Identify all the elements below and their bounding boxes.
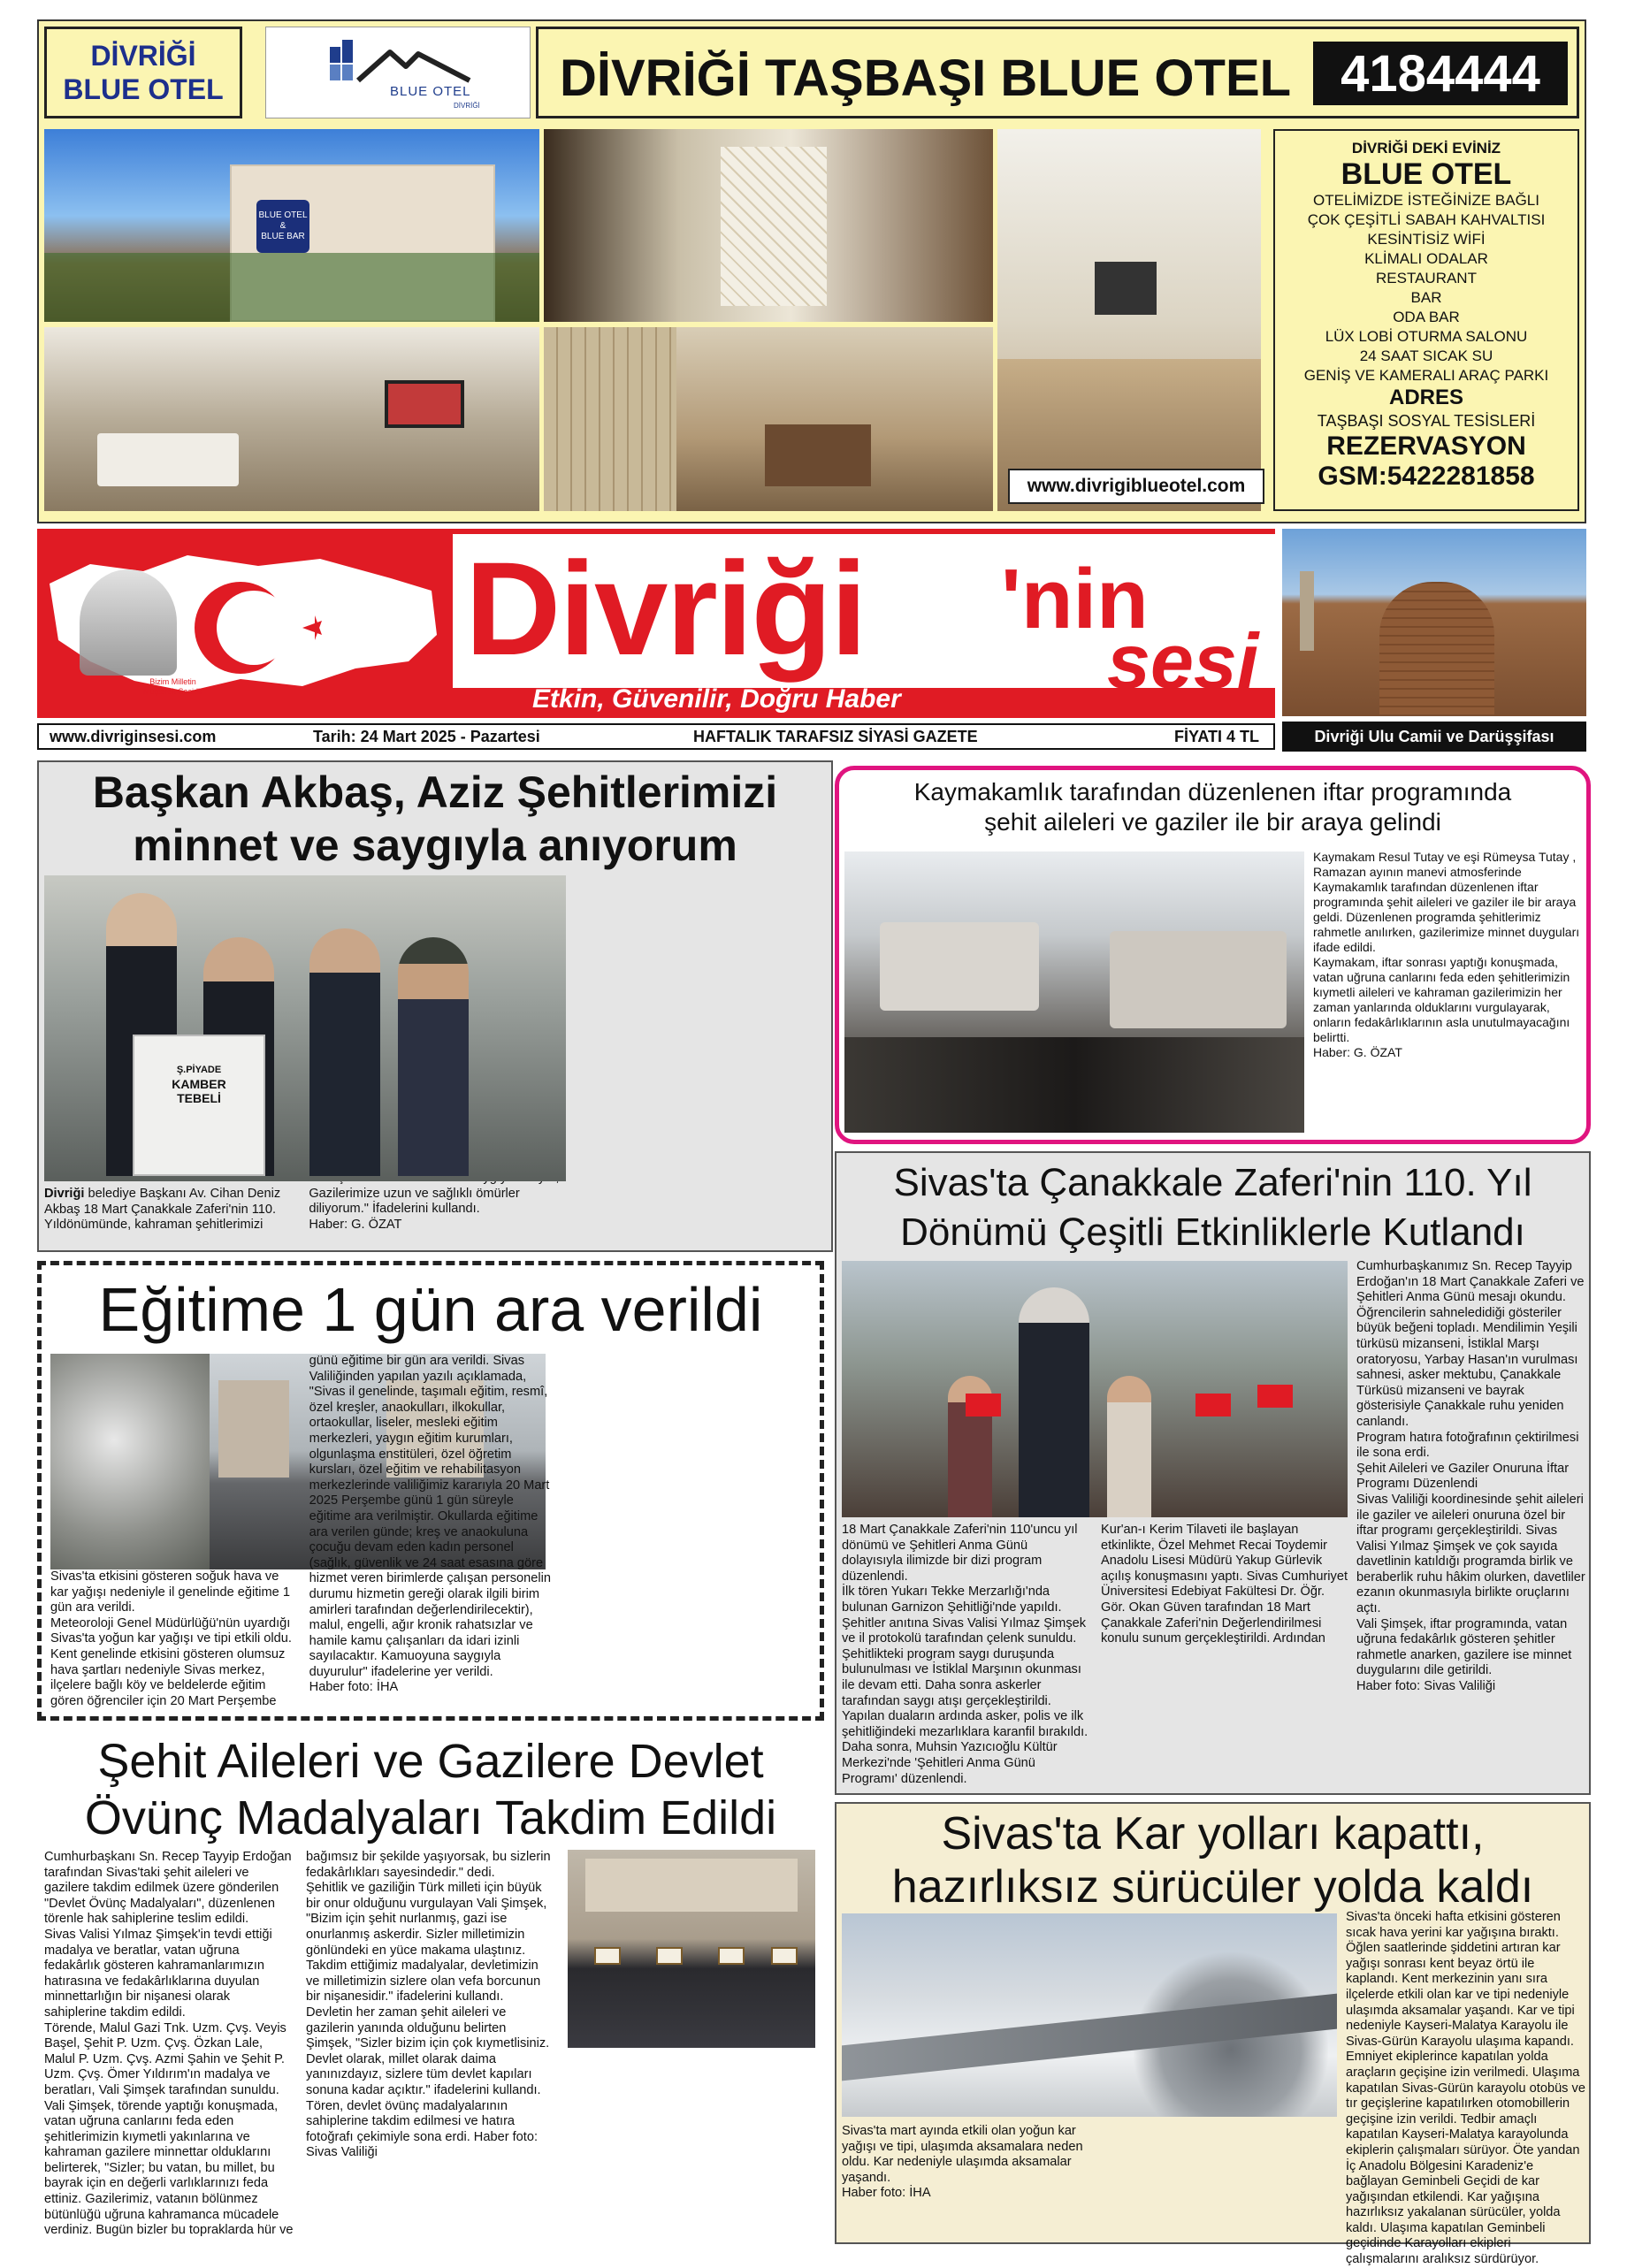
caption-rest: belediye Başkanı Av. Cihan Deniz Akbaş 18 Mart Çanakkale Zaferi'nin 110. Yıldönümünde, kahraman şehitlerimizi — [44, 1187, 281, 1233]
article-canakkale-para: Vali Şimşek, iftar programında, vatan uğruna fedakârlık gösteren şehitler rahmetle anarken, gazilere ise minnet duygularını dile getirildi. — [1356, 1616, 1572, 1678]
article-iftar-body — [1313, 850, 1582, 1060]
info-bar — [37, 723, 1275, 750]
article-canakkale-bottom-para: Daha sonra, Muhsin Yazıcıoğlu Kültür Merkezi'nde 'Şehitleri Anma Günü Programı' düzenlendi. — [842, 1740, 1058, 1786]
article-akbas-body — [44, 875, 826, 1247]
article-kar-headline-line2: hazırlıksız sürücüler yolda kaldı — [891, 1861, 1534, 1913]
hotel-address-label: ADRES — [1388, 386, 1463, 409]
article-madalya-para: Şehitlik ve gaziliğin Türk milleti için büyük bir onur olduğunu vurgulayan Vali Şimşek, "Bizim için şehit nurlanmış, gazi ise onurlanmış askerdir. Sizler milletimizin gönlündeki en yüce makama ulaştınız. Takdim ettiğimiz madalyalar, devletimizin ve milletimizin sizlere olan vefa borcunun bir nişanesidir." ifadelerini kullandı. — [306, 1881, 547, 2005]
ad-badge-line2: BLUE OTEL — [63, 73, 224, 105]
hotel-feature: ÇOK ÇEŞİTLİ SABAH KAHVALTISI — [1307, 211, 1546, 228]
masthead-slogan: Etkin, Güvenilir, Doğru Haber — [532, 684, 901, 714]
ad-title: DİVRİĞİ TAŞBAŞI BLUE OTEL — [560, 50, 1292, 107]
hotel-restaurant-photo — [44, 327, 539, 511]
hotel-info-box — [1273, 129, 1579, 511]
hotel-feature: 24 SAAT SICAK SU — [1359, 347, 1493, 364]
hotel-info-heading: DİVRİĞİ DEKİ EVİNİZ — [1351, 140, 1501, 157]
article-akbas-photo — [44, 875, 566, 1181]
hotel-info-name: BLUE OTEL — [1341, 157, 1512, 191]
hotel-feature: GENİŞ VE KAMERALI ARAÇ PARKI — [1303, 367, 1549, 384]
article-canakkale-subhead: Şehit Aileleri ve Gaziler Onuruna İftar Programı Düzenlendi — [1356, 1461, 1570, 1492]
hotel-gsm[interactable]: GSM:5422281858 — [1318, 462, 1535, 491]
article-canakkale-bottom-body — [842, 1523, 1348, 1788]
hotel-website[interactable]: www.divrigiblueotel.com — [1027, 476, 1246, 496]
article-kar-para: Sivas'ta önceki hafta etkisini gösteren sıcak hava yerini kar yağışına bıraktı. Öğlen saatlerinde şiddetini artıran kar yağışı sonrası kent beyaz örtü ile kaplandı. Kent merkezinin yanı sıra ilçelerde etkili olan kar ve tipi nedeniyle ulaşımda aksamalar yaşandı. Kar ve tipi nedeniyle Kayseri-Malatya Karayolu ile Sivas-Gürün Karayolu ulaşıma kapandı. Emniyet ekiplerince kapatılan yolda araçların geçişine izin verilmedi. Ulaşıma kapatılan Sivas-Gürün karayolu otobüs ve tır geçişlerine kapatılırken otomobillerin geçişine izin verildi. Tedbir amaçlı kapatılan Kayseri-Malatya karayolunda ekiplerin çalışmaları sürüyor. Öte yandan İç Anadolu Bölgesini Karadeniz'e bağlayan Geminbeli Geçidi de kar yağışından etkilendi. Kar yağışına hazırlıksız yakalanan sürücüler, yolda kaldı. Ulaşıma kapatılan Geminbeli geçidinde Karayolları ekipleri çalışmalarını aralıksız sürdürüyor. — [1346, 1910, 1585, 2267]
article-kar-headline-line1: Sivas'ta Kar yolları kapattı, — [941, 1808, 1485, 1859]
article-madalya-para: Törende, Malul Gazi Tnk. Uzm. Çvş. Veyis Başel, Şehit P. Uzm. Çvş. Özkan Lale, Malul P. Uzm. Çvş. Azmi Şahin ve Şehit P. Uzm. Çvş. Ömer Yıldırım'ın madalya ve beratları, Vali Şimşek tarafından sunuldu. — [44, 2020, 286, 2097]
ulu-camii-photo — [1282, 529, 1586, 716]
article-canakkale-headline-line1: Sivas'ta Çanakkale Zaferi'nin 110. Yıl — [893, 1161, 1532, 1204]
hotel-sign-line1: BLUE OTEL — [258, 210, 308, 220]
hotel-website-box — [1008, 469, 1264, 504]
masthead-suffix: 'nin — [1001, 552, 1149, 646]
article-madalya-headline — [37, 1733, 824, 1846]
ataturk-portrait-icon — [80, 569, 177, 676]
article-canakkale-side-body — [1356, 1259, 1586, 1695]
article-egitim-photo-spacer — [50, 1354, 297, 1569]
article-akbas-byline: Haber: G. ÖZAT — [309, 1218, 402, 1233]
paper-price: FİYATI 4 TL — [1174, 727, 1260, 745]
grave-text-line1: Ş.PİYADE — [176, 1065, 222, 1075]
article-canakkale-bottom-para: Kur'an-ı Kerim Tilaveti ile başlayan etkinlikte, Özel Mehmet Recai Toydemir Anadolu Lisesi Müdürü Yakup Gürlevik açılış konuşmasını yaptı. Sivas Cumhuriyet Üniversitesi Edebiyat Fakültesi Dr. Öğr. Gör. Okan Güven tarafından 18 Mart Çanakkale Zaferi'nin Değerlendirilmesi konulu sunum gerçekleştirildi. Ardından — [1101, 1523, 1348, 1646]
article-canakkale-bottom-para: 18 Mart Çanakkale Zaferi'nin 110'uncu yıl dönümü ve Şehitleri Anma Günü dolayısıyla ilimizde bir dizi program düzenlendi. — [842, 1523, 1078, 1584]
ulu-camii-caption: Divriği Ulu Camii ve Darüşşifası — [1314, 727, 1554, 745]
article-canakkale-para: Program hatıra fotoğrafının çektirilmesi ile sona erdi. — [1356, 1430, 1579, 1461]
hotel-lobby-photo — [544, 129, 993, 322]
ataturk-caption-line1: Bizim Milletin — [149, 677, 196, 686]
article-canakkale-photo — [842, 1261, 1348, 1517]
ad-phone: 4184444 — [1341, 44, 1540, 103]
ataturk-caption — [143, 677, 202, 697]
article-akbas — [37, 760, 833, 1252]
article-iftar-byline: Haber: G. ÖZAT — [1313, 1045, 1402, 1059]
article-iftar-headline-line1: Kaymakamlık tarafından düzenlenen iftar programında — [913, 778, 1512, 806]
masthead — [37, 529, 1275, 718]
article-akbas-para: Gazilerimize uzun ve sağlıklı ömürler diliyorum." İfadelerini kullandı. — [309, 1186, 520, 1217]
masthead-name: Divriği — [465, 534, 866, 683]
caption-lead: Divriği — [44, 1187, 85, 1201]
article-canakkale-para: Cumhurbaşkanımız Sn. Recep Tayyip Erdoğan'ın 18 Mart Çanakkale Zaferi ve Şehitleri Anma Günü mesajı okundu. — [1356, 1259, 1585, 1305]
article-canakkale-para: Sivas Valiliği koordinesinde şehit aileleri ile gaziler ve aileleri onuruna özel bir iftar programı gerçekleştirildi. Sivas Valisi Yılmaz Şimşek ve çok sayıda davetlinin katıldığı programda birlik ve beraberlik ruhu hâkim olurken, davetliler ezanın okunmasıyla birlikte oruçlarını açtı. — [1356, 1492, 1585, 1616]
hotel-sign-line2: & — [279, 221, 286, 231]
hotel-feature: KESİNTİSİZ WİFİ — [1367, 231, 1486, 248]
article-madalya-para: Devletin her zaman şehit aileleri ve gazilerin yanında olduğunu belirten Şimşek, "Sizler bizim için çok kıymetlisiniz. Devlet olarak, millet olarak daima yanınızdayız, sizlere tüm devlet kapıları sonuna kadar açıktır." ifadelerini kullandı. — [306, 2005, 550, 2097]
hotel-logo-mountain-icon — [266, 27, 531, 119]
article-madalya-para: Vali Şimşek, törende yaptığı konuşmada, vatan uğruna canlarını feda eden şehitlerimizin kıymetli yakınlarına ve kahraman gazilere minnettar olduklarını belirterek, "Sizler; bu vatan, bu millet, bu bayrak için en değerli varlıklarınızı feda ettiniz. Gazilerimiz, vatanın bölünmez bütünlüğü uğruna kahramanca mücadele verdiniz. Bugün bizler bu topraklarda hür ve bağımsız bir şekilde yaşıyorsak, bu sizlerin fedakârlıkları sayesindedir." dedi. — [44, 1850, 551, 2238]
article-iftar-photo — [844, 851, 1304, 1133]
hotel-feature: ODA BAR — [1393, 309, 1460, 325]
article-canakkale-headline-line2: Dönümü Çeşitli Etkinliklerle Kutlandı — [900, 1210, 1525, 1254]
article-canakkale-para: Öğrencilerin sahneledidiği gösteriler büyük beğeni topladı. Mendilimin Yeşili türküsü mizanseni, İstiklal Marşı oratoryosu, Yarbay Hasan'ın vurulması sahnesi, asker mektubu, Çanakkale Türküsü mizanseni ve bayrak gösterisiyle Çanakkale ruhu yeniden canlandı. — [1356, 1305, 1578, 1429]
article-iftar-para: Kaymakam, iftar sonrası yaptığı konuşmada, vatan uğruna canlarını feda eden şehitlerimizin kıymetli aileleri ve kahraman gazilerimizin her zaman yanlarında olduklarını vurgulayarak, onların fedakârlıklarının asla unutulmayacağını belirtti. — [1313, 955, 1570, 1044]
ad-badge-line1: DİVRİĞİ — [90, 40, 196, 72]
article-madalya-para: Tören, devlet övünç madalyalarının sahiplerine takdim edilmesi ve hatıra fotoğrafı çekimiyle sona erdi. Haber foto: Sivas Valiliği — [306, 2098, 539, 2160]
grave-text-line2: KAMBER — [172, 1077, 226, 1091]
hotel-feature: OTELİMİZDE İSTEĞİNİZE BAĞLI — [1313, 192, 1539, 209]
article-kar-headline — [836, 1807, 1589, 1913]
article-madalya-para: Sivas Valisi Yılmaz Şimşek'in tevdi ettiği madalya ve beratlar, vatan uğruna fedakârlık gösteren kahramanlarımızın hatırasına ve fedakârlıklarına duyulan minnettarlığın bir nişanesi olarak sahiplerine takdim edildi. — [44, 1927, 272, 2020]
article-akbas-headline-line2: minnet ve saygıyla anıyorum — [133, 821, 737, 870]
hotel-address: TAŞBAŞI SOSYAL TESİSLERİ — [1317, 412, 1536, 430]
article-iftar-headline — [839, 777, 1586, 837]
article-egitim-para: Sivas'ta etkisini gösteren soğuk hava ve kar yağışı nedeniyle il genelinde eğitime 1 gün ara verildi. — [50, 1569, 290, 1615]
article-madalya-body — [44, 1850, 817, 2244]
ataturk-caption-line2: Müşterek Sesidir — [143, 687, 203, 696]
article-kar-side-body — [1346, 1910, 1586, 2267]
article-iftar-para: Kaymakam Resul Tutay ve eşi Rümeysa Tutay , Ramazan ayının manevi atmosferinde Kaymakamlık tarafından düzenlenen iftar programında şehit aileleri ve gaziler ile bir araya geldi. Düzenlenen programda şehitlerimiz rahmetle anılırken, gazilerimize minnet duyguları ifade edildi. — [1313, 850, 1580, 954]
article-egitim-para: Meteoroloji Genel Müdürlüğü'nün uyardığı Sivas'ta yoğun kar yağışı ve tipi etkili oldu. Kent genelinde etkisini gösteren olumsuz hava şartları nedeniyle Sivas merkez, ilçelere bağlı köy ve beldelerde eğitim gören öğrenciler için 20 Mart Perşembe günü eğitime bir gün ara verildi. Sivas Valiliğinden yapılan yazılı açıklamada, "Sivas il genelinde, taşımalı eğitim, resmî, özel kreşler, anaokulları, ilkokullar, ortaokullar, liseler, mesleki eğitim merkezleri, yaygın eğitim kurumları, olgunlaşma enstitüleri, özel öğretim kursları, özel eğitim ve rehabilitasyon merkezlerinde valiliğimiz kararıyla 20 Mart 2025 Perşembe günü 1 gün süreyle eğitime ara verilmiştir. Okullarda eğitime ara verilen günde; kreş ve anaokuluna çocuğu devam eden kadın personel (sağlık, güvenlik ve 24 saat esasına göre hizmet veren birimlerde çalışan personelin durumu hizmetin gereği olarak ilgili birim amirleri tarafından değerlendirilecektir), malul, engelli, ağır kronik rahatsızlar ve hamile kamu çalışanları da idari izinli sayılacaktır. Kamuoyuna saygıyla duyurulur" ifadelerine yer verildi. — [50, 1354, 552, 1708]
photo-caption-bar — [1282, 722, 1586, 752]
article-kar-para: Sivas'ta mart ayında etkili olan yoğun kar yağışı ve tipi, ulaşımda aksamalara neden oldu. Kar nedeniyle ulaşımda aksamalar yaşandı. — [842, 2124, 1083, 2185]
article-madalya-headline-line1: Şehit Aileleri ve Gazilere Devlet — [97, 1735, 764, 1788]
article-madalya-para: Cumhurbaşkanı Sn. Recep Tayyip Erdoğan tarafından Sivas'taki şehit aileleri ve gazilere takdim edilmek üzere gönderilen "Devlet Övünç Madalyaları", düzenlenen törenle hak sahiplerine teslim edildi. — [44, 1850, 292, 1927]
article-iftar — [835, 766, 1591, 1144]
hotel-feature: RESTAURANT — [1376, 270, 1477, 286]
paper-type: HAFTALIK TARAFSIZ SİYASİ GAZETE — [693, 727, 978, 745]
hotel-feature: BAR — [1410, 289, 1442, 306]
ad-title-box — [536, 27, 1579, 118]
ad-badge — [44, 27, 242, 118]
article-madalya — [37, 1733, 824, 2246]
article-kar — [835, 1802, 1591, 2267]
hotel-sign-line3: BLUE BAR — [261, 232, 305, 241]
article-canakkale — [835, 1151, 1591, 1795]
article-egitim-byline: Haber foto: İHA — [309, 1680, 399, 1695]
article-madalya-photo — [568, 1850, 815, 2048]
article-egitim-body — [50, 1354, 814, 1716]
hotel-logo — [265, 27, 531, 118]
hotel-exterior-photo — [44, 129, 539, 322]
hotel-feature: LÜX LOBİ OTURMA SALONU — [1325, 328, 1528, 345]
site-url[interactable]: www.divriginsesi.com — [50, 727, 217, 745]
hotel-reservation-label: REZERVASYON — [1326, 431, 1526, 461]
article-canakkale-headline — [836, 1158, 1589, 1257]
article-kar-bottom-body — [842, 2124, 1337, 2239]
article-madalya-headline-line2: Övünç Madalyaları Takdim Edildi — [84, 1791, 777, 1844]
hotel-feature: KLİMALI ODALAR — [1364, 250, 1488, 267]
logo-subtext: DİVRİĞİ — [454, 102, 480, 110]
article-kar-photo — [842, 1913, 1337, 2117]
article-akbas-headline-line1: Başkan Akbaş, Aziz Şehitlerimizi — [92, 767, 778, 817]
logo-text: BLUE OTEL — [390, 84, 471, 99]
article-egitim-headline: Eğitime 1 gün ara verildi — [98, 1275, 763, 1344]
article-akbas-headline — [39, 766, 831, 872]
masthead-sesi: sesi — [1107, 617, 1259, 705]
article-canakkale-bottom-para: İlk tören Yukarı Tekke Merzarlığı'nda bulunan Garnizon Şehitliği'nde yapıldı. Şehitler anıtına Sivas Valisi Yılmaz Şimşek ve il protokolü tarafından çelenk sunuldu. Şehitlikteki program saygı duruşunda bulunulması ve İstiklal Marşının okunması ile devam etti. Daha sonra askerler tarafından saygı atışı gerçekleştirildi. Yapılan duaların ardında asker, polis ve ilk şehitliğindeki mezarlıklara karanfil bırakıldı. — [842, 1585, 1088, 1739]
hotel-room-photo — [544, 327, 993, 511]
article-canakkale-byline: Haber foto: Sivas Valiliği — [1356, 1679, 1496, 1694]
article-kar-byline: Haber foto: İHA — [842, 2186, 931, 2201]
article-iftar-headline-line2: şehit aileleri ve gaziler ile bir araya gelindi — [984, 808, 1441, 836]
ad-phone-box — [1313, 42, 1568, 105]
issue-date: Tarih: 24 Mart 2025 - Pazartesi — [313, 727, 540, 745]
grave-text-line3: TEBELİ — [177, 1091, 221, 1105]
article-egitim — [37, 1261, 824, 1721]
hotel-corridor-photo — [997, 129, 1261, 511]
